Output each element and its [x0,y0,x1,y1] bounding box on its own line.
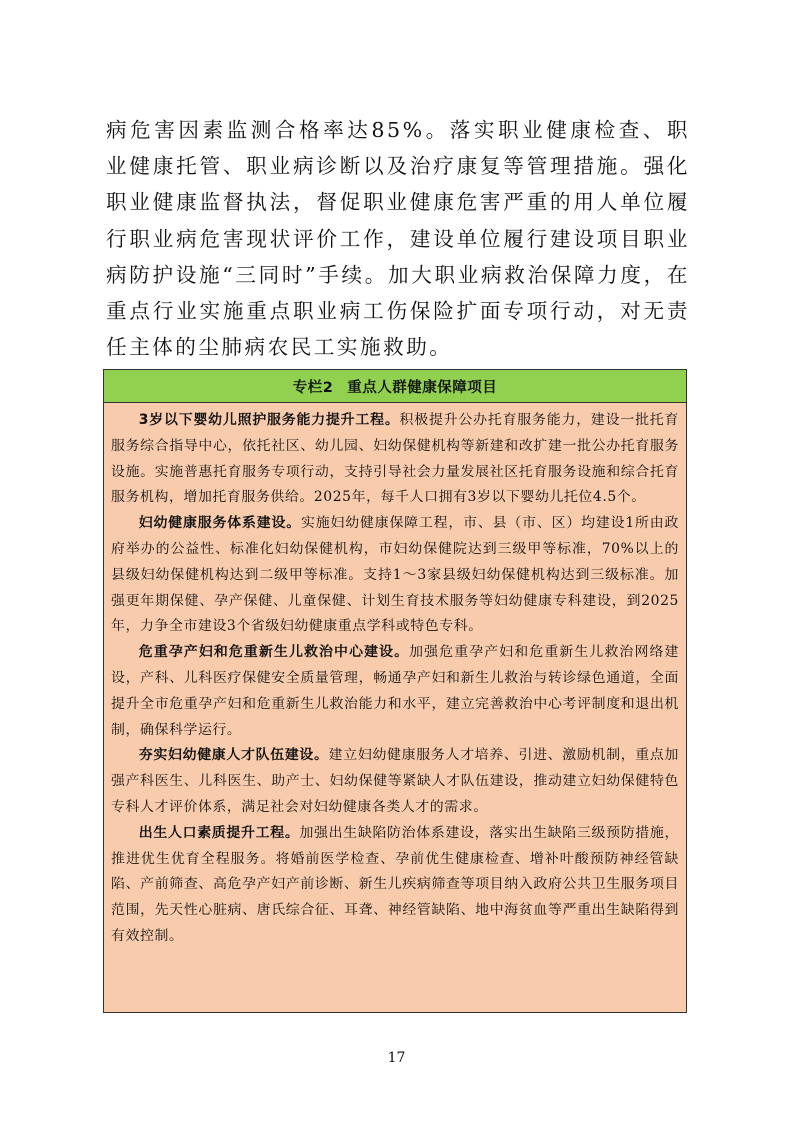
item-text: 加强出生缺陷防治体系建设，落实出生缺陷三级预防措施，推进优生优育全程服务。将婚前医学检查、孕前优生健康检查、增补叶酸预防神经管缺陷、产前筛查、高危孕产妇产前诊断、新生儿疾病筛查等项目纳入政府公共卫生服务项目范围，先天性心脏病、唐氏综合征、耳聋、神经管缺陷、地中海贫血等严重出生缺陷得到有效控制。 [111,824,679,944]
box-item-childcare [111,408,679,511]
item-text: 建立妇幼健康服务人才培养、引进、激励机制，重点加强产科医生、儿科医生、助产士、妇幼保健等紧缺人才队伍建设，推动建立妇幼保健特色专科人才评价体系，满足社会对妇幼健康各类人才的需求。 [111,747,679,815]
box-content [104,403,686,950]
box-item-talent-team [111,743,679,820]
box-item-critical-care-center [111,640,679,743]
item-text: 实施妇幼健康保障工程，市、县（市、区）均建设1所由政府举办的公益性、标准化妇幼保健机构，市妇幼保健院达到三级甲等标准，70%以上的县级妇幼保健机构达到二级甲等标准。支持1～3家县级妇幼保健机构达到三级标准。加强更年期保健、孕产保健、儿童保健、计划生育技术服务等妇幼健康专科建设，到2025年，力争全市建设3个省级妇幼健康重点学科或特色专科。 [111,515,679,635]
box-header [104,370,686,403]
item-text: 积极提升公办托育服务能力，建设一批托育服务综合指导中心，依托社区、幼儿园、妇幼保健机构等新建和改扩建一批公办托育服务设施。实施普惠托育服务专项行动，支持引导社会力量发展社区托育服务设施和综合托育服务机构，增加托育服务供给。2025年，每千人口拥有3岁以下婴幼儿托位4.5个。 [111,412,680,506]
item-title: 出生人口素质提升工程。 [138,824,300,841]
box-label: 专栏2 [292,379,334,396]
box-title: 重点人群健康保障项目 [347,379,498,396]
item-title: 妇幼健康服务体系建设。 [138,515,301,532]
item-title: 危重孕产妇和危重新生儿救治中心建设。 [138,644,410,661]
body-paragraph: 病危害因素监测合格率达85%。落实职业健康检查、职业健康托管、职业病诊断以及治疗康复等管理措施。强化职业健康监督执法，督促职业健康危害严重的用人单位履行职业病危害现状评价工作，建设单位履行建设项目职业病防护设施“三同时”手续。加大职业病救治保障力度，在重点行业实施重点职业病工伤保险扩面专项行动，对无责任主体的尘肺病农民工实施救助。 [106,118,690,360]
box-item-birth-quality [111,821,679,950]
item-title: 夯实妇幼健康人才队伍建设。 [138,747,329,764]
item-text: 加强危重孕产妇和危重新生儿救治网络建设，产科、儿科医疗保健安全质量管理，畅通孕产妇和新生儿救治与转诊绿色通道，全面提升全市危重孕产妇和危重新生儿救治能力和水平，建立完善救治中心考评制度和退出机制，确保科学运行。 [111,644,679,738]
special-column-box [103,369,687,1013]
box-item-maternal-child-health [111,511,679,640]
page-number: 17 [387,1050,406,1066]
item-title: 3岁以下婴幼儿照护服务能力提升工程。 [138,412,400,428]
